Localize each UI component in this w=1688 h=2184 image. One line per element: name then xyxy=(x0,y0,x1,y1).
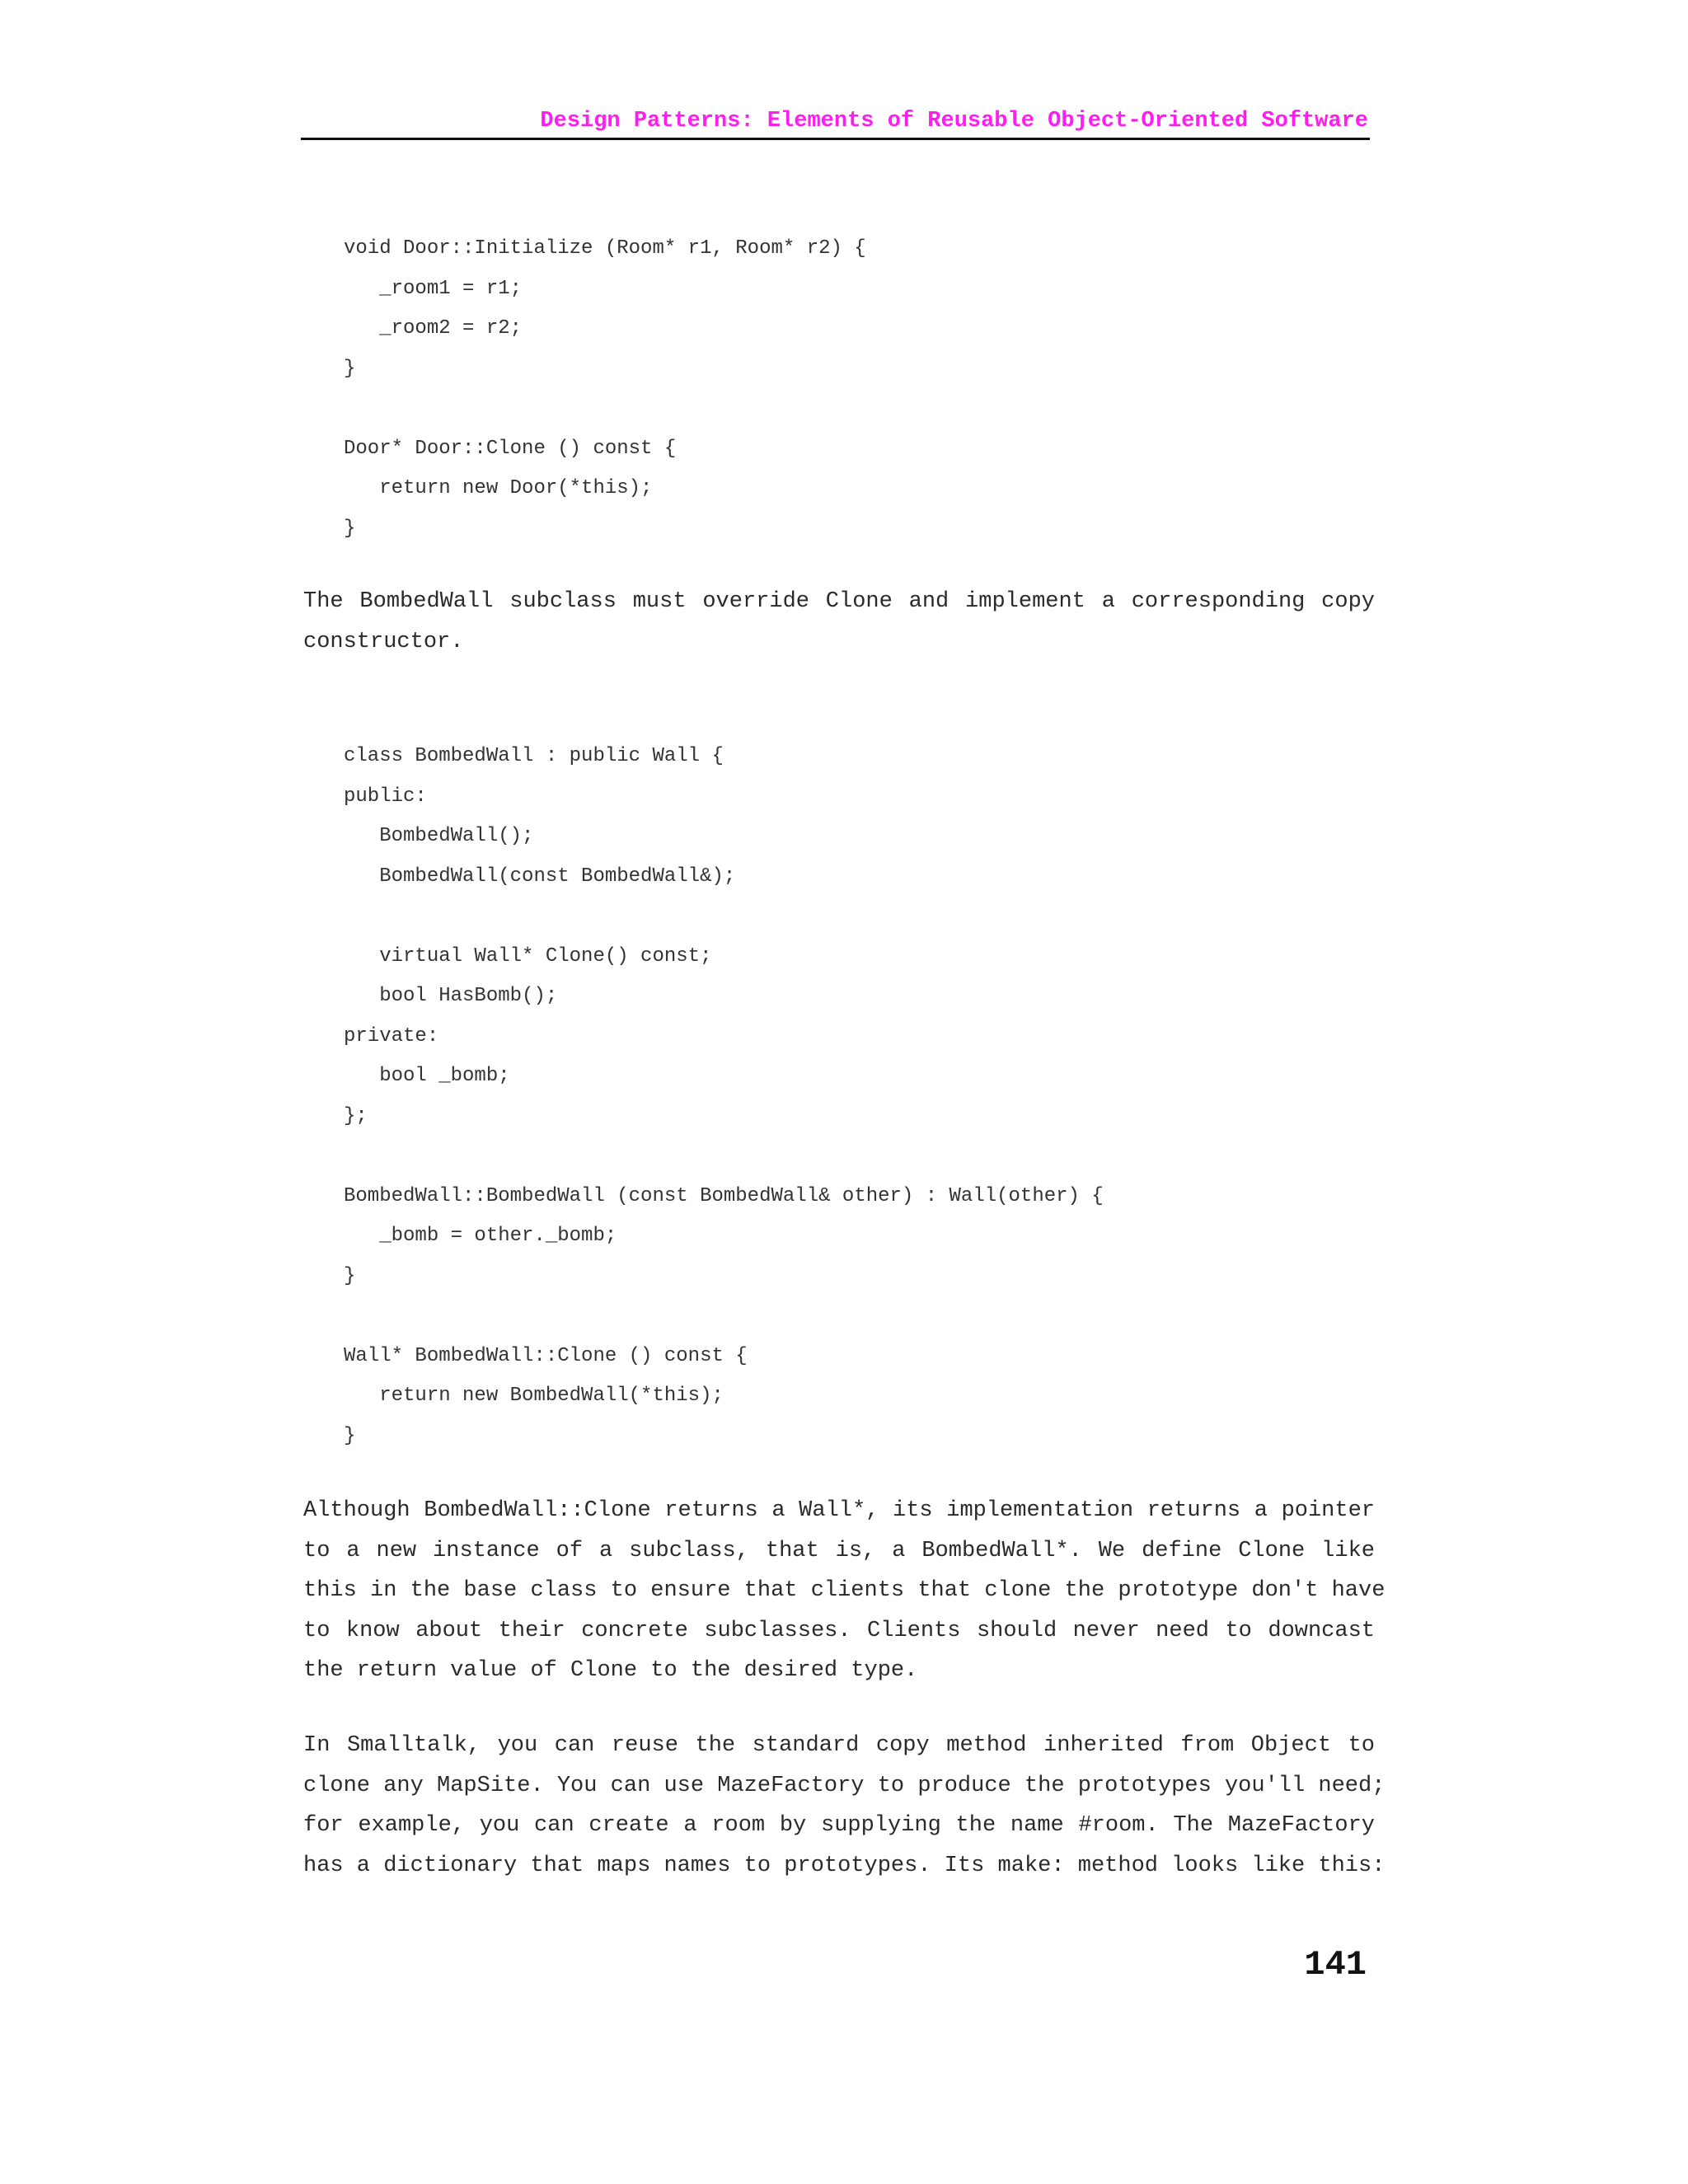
header-divider xyxy=(301,138,1370,140)
paragraph-line: Although BombedWall::Clone returns a Wall*, its implementation returns a pointer xyxy=(303,1498,1375,1523)
code-line xyxy=(344,1137,1104,1177)
code-line: virtual Wall* Clone() const; xyxy=(344,944,712,968)
code-line: BombedWall(); xyxy=(344,825,534,847)
running-header-title: Design Patterns: Elements of Reusable Object-Oriented Software xyxy=(540,109,1368,134)
code-line: _room2 = r2; xyxy=(344,317,523,340)
code-line: public: xyxy=(344,785,427,808)
paragraph-line: this in the base class to ensure that clients that clone the prototype don't have xyxy=(303,1578,1386,1603)
code-line: } xyxy=(344,1264,356,1287)
paragraph-bombedwall-intro xyxy=(303,582,1375,662)
paragraph-line: clone any MapSite. You can use MazeFactory to produce the prototypes you'll need; xyxy=(303,1773,1386,1798)
page-number: 141 xyxy=(1304,1945,1367,1985)
code-line: Wall* BombedWall::Clone () const { xyxy=(344,1344,748,1367)
code-line xyxy=(344,897,1104,937)
paragraph-clone-explanation xyxy=(303,1491,1386,1691)
paragraph-line: has a dictionary that maps names to prototypes. Its make: method looks like this: xyxy=(303,1853,1386,1878)
paragraph-line: to know about their concrete subclasses. Clients should never need to downcast xyxy=(303,1618,1375,1643)
paragraph-line: the return value of Clone to the desired type. xyxy=(303,1658,918,1683)
code-line: } xyxy=(344,1424,356,1447)
code-line: class BombedWall : public Wall { xyxy=(344,745,724,767)
code-line: Door* Door::Clone () const { xyxy=(344,437,677,460)
code-line: } xyxy=(344,357,356,380)
code-line: _bomb = other._bomb; xyxy=(344,1225,617,1247)
code-line xyxy=(344,389,866,429)
paragraph-line: The BombedWall subclass must override Clone and implement a corresponding copy xyxy=(303,589,1375,614)
code-line: return new BombedWall(*this); xyxy=(344,1385,724,1407)
code-line: BombedWall(const BombedWall&); xyxy=(344,865,736,888)
code-line: _room1 = r1; xyxy=(344,277,523,300)
code-line: return new Door(*this); xyxy=(344,477,653,499)
code-line: bool _bomb; xyxy=(344,1065,510,1087)
code-line: }; xyxy=(344,1104,368,1127)
code-line xyxy=(344,1296,1104,1337)
code-line: void Door::Initialize (Room* r1, Room* r2) { xyxy=(344,237,866,260)
code-block-door xyxy=(344,229,866,549)
code-line: private: xyxy=(344,1024,439,1047)
code-line: } xyxy=(344,517,356,540)
paragraph-line: for example, you can create a room by supplying the name #room. The MazeFactory xyxy=(303,1813,1375,1838)
code-block-bombedwall xyxy=(344,737,1104,1456)
code-line: bool HasBomb(); xyxy=(344,985,558,1007)
code-line: BombedWall::BombedWall (const BombedWall& other) : Wall(other) { xyxy=(344,1184,1104,1207)
paragraph-smalltalk xyxy=(303,1726,1386,1886)
paragraph-line: to a new instance of a subclass, that is, a BombedWall*. We define Clone like xyxy=(303,1538,1375,1563)
paragraph-line: constructor. xyxy=(303,629,464,654)
paragraph-line: In Smalltalk, you can reuse the standard copy method inherited from Object to xyxy=(303,1733,1375,1758)
